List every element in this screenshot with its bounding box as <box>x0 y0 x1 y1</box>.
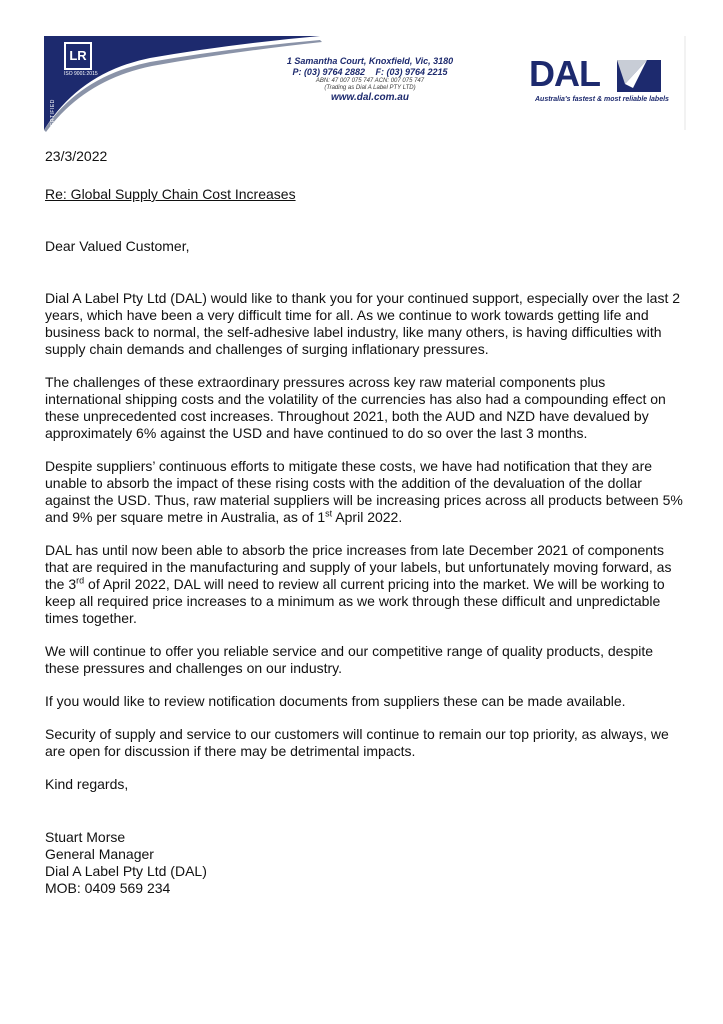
phone-number: P: (03) 9764 2882 <box>292 67 365 77</box>
signer-company: Dial A Label Pty Ltd (DAL) <box>45 863 207 879</box>
paragraph-1: Dial A Label Pty Ltd (DAL) would like to thank you for your continued support, especially over the last 2 years, which have been a very difficult time for all. As we continue to work towards getting life and business back to normal, the self-adhesive label industry, like many others, is having difficulties with supply chain demands and challenges of surging inflationary pressures. <box>45 290 681 357</box>
signer-name: Stuart Morse <box>45 829 126 845</box>
paragraph-3: Despite suppliers’ continuous efforts to mitigate these costs, we have had notification that they are unable to absorb the impact of these rising costs with the addition of the devaluation of the dollar against the USD. Thus, raw material suppliers will be increasing prices across all products between 5% and 9% per square metre in Australia, as of 1st April 2022. <box>45 458 683 525</box>
paragraph-6: If you would like to review notification documents from suppliers these can be made available. <box>45 693 626 709</box>
signer-title: General Manager <box>45 846 154 862</box>
dal-logo <box>527 54 667 110</box>
certified-label: CERTIFIED <box>50 99 56 130</box>
letter-date: 23/3/2022 <box>45 148 108 164</box>
signer-mobile: MOB: 0409 569 234 <box>45 880 171 896</box>
closing: Kind regards, <box>45 776 129 792</box>
label-peel-icon <box>617 58 661 92</box>
abn-acn: ABN: 47 007 075 747 ACN: 007 075 747 <box>315 78 425 84</box>
paragraph-4: DAL has until now been able to absorb the price increases from late December 2021 of components that are required in the manufacturing and supply of your labels, but unfortunately moving forward, as the 3rd of April 2022, DAL will need to review all current pricing into the market. We will be working to keep all required price increases to a minimum as we work through these difficult and unpredictable times together. <box>45 542 672 626</box>
letterhead <box>0 0 723 140</box>
website-link[interactable]: www.dal.com.au <box>331 92 409 103</box>
logo-wordmark: DAL <box>529 53 600 94</box>
fax-number: F: (03) 9764 2215 <box>375 67 448 77</box>
paragraph-2: The challenges of these extraordinary pressures across key raw material components plus international shipping costs and the volatility of the currencies has also had a compounding effect on these unprecedented cost increases. Throughout 2021, both the AUD and NZD have devalued by approximately 6% against the USD and have continued to do so over the last 3 months. <box>45 374 666 441</box>
paragraph-7: Security of supply and service to our customers will continue to remain our top priority, as always, we are open for discussion if there may be detrimental impacts. <box>45 726 669 759</box>
iso-label: ISO 9001:2015 <box>64 71 98 77</box>
salutation: Dear Valued Customer, <box>45 238 190 254</box>
letter-body <box>45 148 685 897</box>
paragraph-5: We will continue to offer you reliable service and our competitive range of quality products, despite these pressures and challenges on our industry. <box>45 643 654 676</box>
company-address: 1 Samantha Court, Knoxfield, Vic, 3180 <box>286 56 454 66</box>
phone-fax-line <box>250 67 490 78</box>
trading-as: (Trading as Dial A Label PTY LTD) <box>324 85 416 91</box>
company-tagline: Australia's fastest & most reliable labels <box>535 96 669 103</box>
contact-block <box>250 56 490 104</box>
letter-subject: Re: Global Supply Chain Cost Increases <box>45 186 296 202</box>
lloyds-register-mark: LR <box>64 42 92 70</box>
